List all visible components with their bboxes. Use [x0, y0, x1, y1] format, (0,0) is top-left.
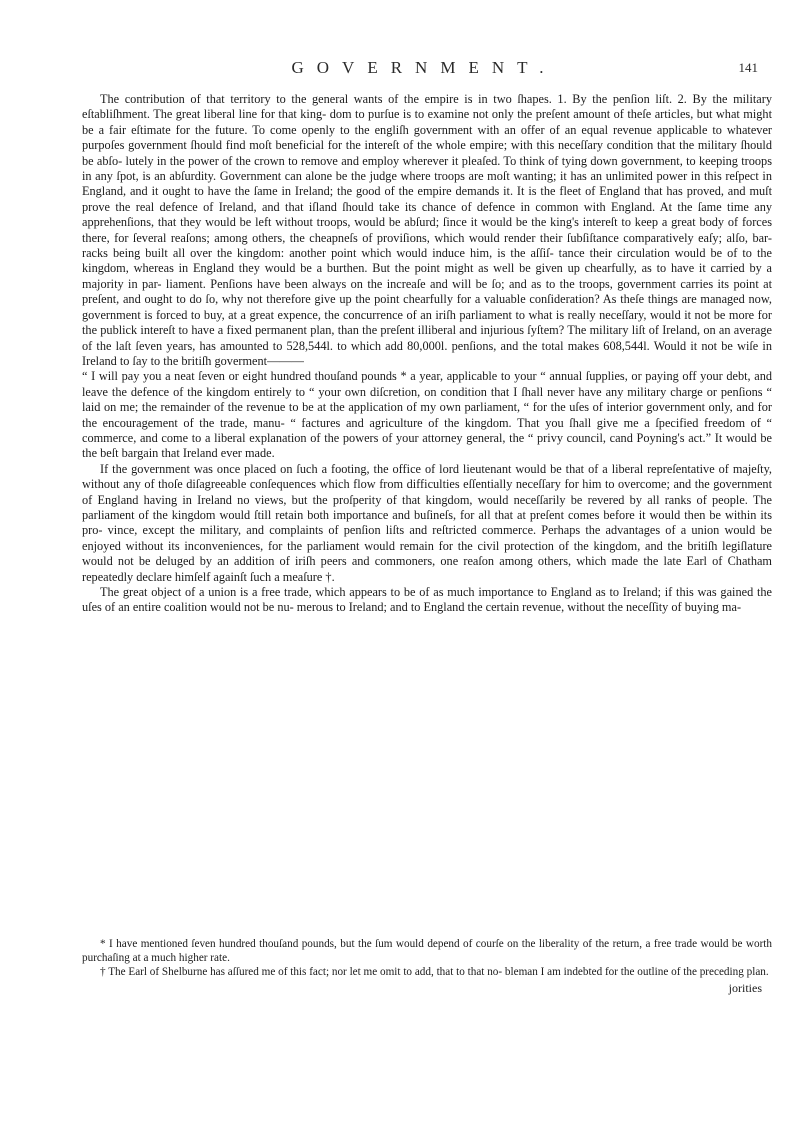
quoted-proposal: “ I will pay you a neat ſeven or eight hundred thouſand pounds * a year, applicable to your “ annual ſupplies, or paying off your debt, and leave the defence of the kingdom entirely to “ your own diſcretion, on condition that I ſhall never have any military charge or penſions “ laid on me; the remainder of the revenue to be at the application of my own parliament, “ for the uſes of interior government only, and for the encouragement of the trade, manu- “ factures and agriculture of the kingdom. That you ſhall give me a ſpecified freedom of “ commerce, and come to a liberal explanation of the powers of your attorney general, the “ privy council, cand Poyning's act.” It would be the beſt bargain that Ireland ever made.: [82, 369, 772, 461]
paragraph-contribution: The contribution of that territory to the general wants of the empire is in two ſhapes. 1. By the penſion liſt. 2. By the military eſtabliſhment. The great liberal line for that king- dom to purſue is to examine not only the preſent amount of theſe articles, but what might be a fair eſtimate for the future. To come openly to the engliſh government with an offer of an equal revenue applicable to whatever purpoſes government ſhould find moſt beneficial for the intereſt of the whole empire; with this neceſſary condition that the military ſhould be abſo- lutely in the power of the crown to remove and employ wherever it pleaſed. To think of tying down government, to keeping troops in any ſpot, is an abſurdity. Government can alone be the judge where troops are moſt wanting; it has an unlimited power in this reſpect in England, and it ought to have the ſame in Ireland; the good of the empire demands it. It is the fleet of England that has proved, and muſt prove the real defence of Ireland, and that iſland ſhould take its chance of defence in common with England. At the ſame time any apprehenſions, that they would be left without troops, would be abſurd; ſince it would be the king's intereſt to keep a great body of forces there, for ſeveral reaſons; among others, the cheapneſs of proviſions, which would render their ſubſiſtance comparatively eaſy; alſo, bar- racks being built all over the kingdom: another point which would induce him, is the aſſiſ- tance their circulation would be of to the kingdom, whereas in England they would be a burthen. But the point might as well be given up chearfully, as to have it carried by a majority in par- liament. Penſions have been always on the increaſe and will be ſo; and as to the troops, government carries its point at preſent, and ought to do ſo, why not therefore give up the point chearfully for a valuable conſideration? As theſe things are managed now, government is forced to buy, at a great expence, the concurrence of an iriſh parliament to what is really neceſſary, would it not be more for the publick intereſt to have a fixed permanent plan, than the preſent illiberal and injurious ſyſtem? The military liſt of Ireland, on an average of the laſt ſeven years, has amounted to 528,544l. to which add 80,000l. penſions, and the total makes 608,544l. Would it not be wiſe in Ireland to ſay to the britiſh goverment———: [82, 92, 772, 368]
paragraph-union-object: The great object of a union is a free trade, which appears to be of as much importance to England as to Ireland; if this was gained the uſes of an entire coalition would not be nu- merous to Ireland; and to England the certain revenue, without the neceſſity of buying ma-: [82, 585, 772, 615]
main-text: [82, 92, 772, 616]
catchword: jorities: [728, 981, 762, 995]
paragraph-government-footing: If the government was once placed on ſuch a footing, the office of lord lieutenant would be that of a liberal repreſentative of majeſty, without any of thoſe diſagreeable conſequences which flow from difficulties eſſentially neceſſary for him to overcome; and the government of England having in Ireland no views, but the proſperity of that kingdom, would neceſſarily be revered by all ranks of people. The parliament of the kingdom would ſtill retain both importance and buſineſs, for all that at preſent comes before it would then be within its pro- vince, except the military, and complaints of penſion liſts and reſtricted commerce. Perhaps the advantages of a union would be enjoyed without its inconveniences, for the parliament would remain for the civil protection of the kingdom, and the britiſh legiſlature would not be deluged by an addition of iriſh peers and commoners, one reaſon among others, which made the late Earl of Chatham repeatedly declare himſelf againſt ſuch a meaſure †.: [82, 461, 772, 584]
footnotes: [82, 938, 772, 979]
page-number: 141: [738, 60, 758, 75]
page-header: [90, 58, 758, 86]
running-title: GOVERNMENT.: [291, 58, 557, 77]
footnote-asterisk: * I have mentioned ſeven hundred thouſand pounds, but the ſum would depend of courſe on the liberality of the return, a free trade would be worth purchaſing at a much higher rate.: [82, 938, 772, 964]
footnote-dagger: † The Earl of Shelburne has aſſured me of this fact; nor let me omit to add, that to that no- bleman I am indebted for the outline of the preceding plan.: [100, 965, 769, 978]
